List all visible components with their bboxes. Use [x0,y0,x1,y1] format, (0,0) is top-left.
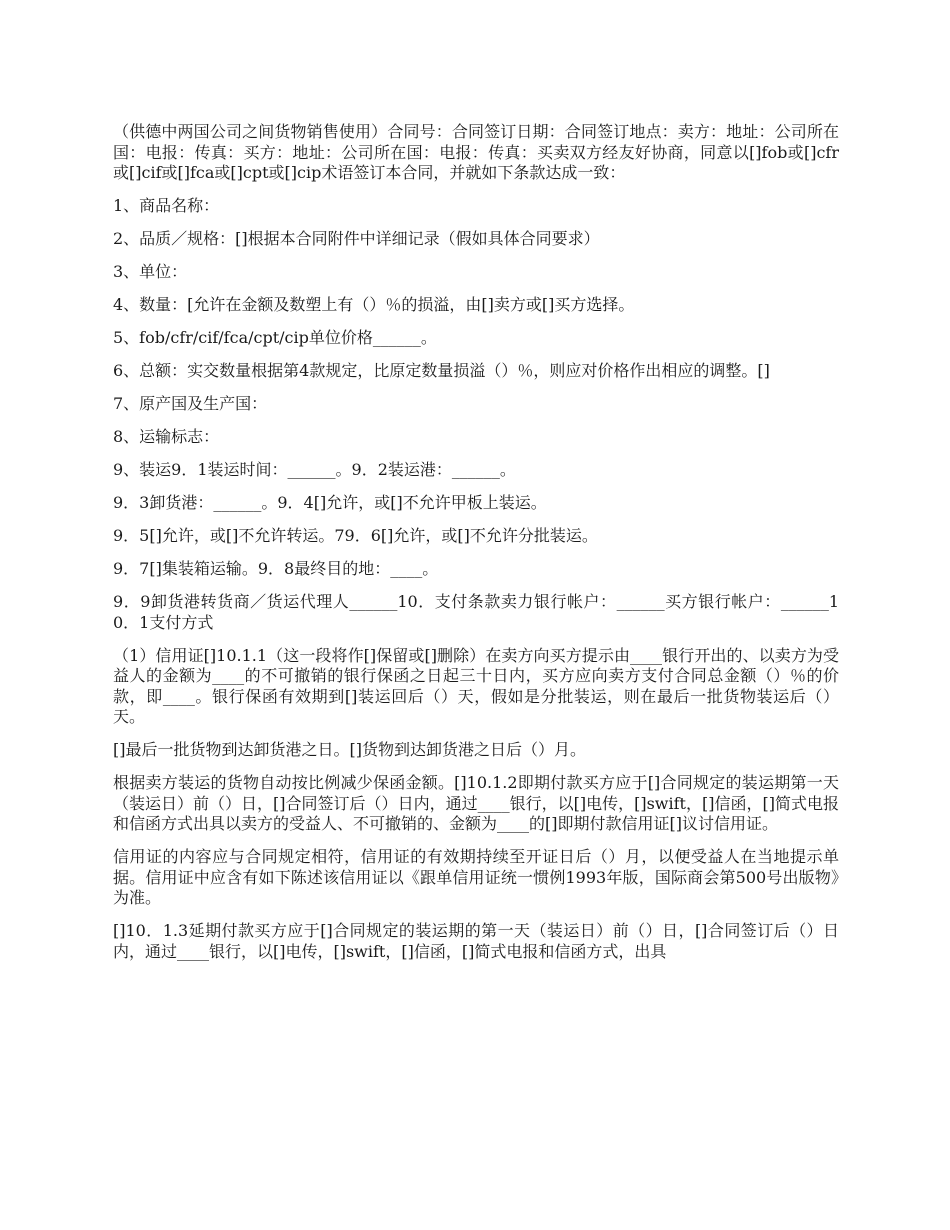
clause-1-commodity-name: 1、商品名称： [113,196,220,215]
clause-10-letter-of-credit: （1）信用证[]10.1.1（这一段将作[]保留或[]删除）在卖方向买方提示由____银行开出的、以卖方为受益人的金额为____的不可撤销的银行保函之日起三十日内，买方应向卖方支付合同总金额（）％的价款，即____。银行保函有效期到[]装运回后（）天，假如是分批装运，则在最后一批货物装运后（）天。 [113,645,839,726]
clause-9-shipment-time-port: 9、装运9．1装运时间：______。9．2装运港：______。 [113,460,516,479]
contract-document [113,122,839,975]
clause-2-quality-spec: 2、品质／规格：[]根据本合同附件中详细记录（假如具体合同要求） [113,229,600,248]
clause-7-country-of-origin: 7、原产国及生产国： [113,394,268,413]
clause-10-1-3-deferred-payment: []10．1.3延期付款买方应于[]合同规定的装运期的第一天（装运日）前（）日，[]合同签订后（）日内，通过____银行，以[]电传，[]swift，[]信函，[]简式电报和信函方式，出具 [113,921,839,961]
clause-3-unit: 3、单位： [113,262,188,281]
clause-lc-content: 信用证的内容应与合同规定相符，信用证的有效期持续至开证日后（）月，以便受益人在当地提示单据。信用证中应含有如下陈述该信用证以《跟单信用证统一惯例1993年版，国际商会第500号出版物》为准。 [113,847,839,907]
clause-10-1-2-sight-payment: 根据卖方装运的货物自动按比例减少保函金额。[]10.1.2即期付款买方应于[]合同规定的装运期第一天（装运日）前（）日，[]合同签订后（）日内，通过____银行，以[]电传，[]swift，[]信函，[]简式电报和信函方式出具以卖方的受益人、不可撤销的、金额为____的[]即期付款信用证[]议讨信用证。 [113,773,839,833]
clause-5-unit-price: 5、fob/cfr/cif/fca/cpt/cip单位价格______。 [113,328,437,347]
clause-9-9-payment-terms: 9．9卸货港转货商／货运代理人______10．支付条款卖力银行帐户：______买方银行帐户：______10．1支付方式 [113,592,839,632]
clause-4-quantity: 4、数量：[允许在金额及数塑上有（）％的损溢，由[]卖方或[]买方选择。 [113,295,635,314]
clause-9-5-transshipment: 9．5[]允许，或[]不允许转运。79．6[]允许，或[]不允许分批装运。 [113,526,598,545]
clause-9-3-discharge-port: 9．3卸货港：______。9．4[]允许，或[]不允许甲板上装运。 [113,493,547,512]
contract-intro-paragraph: （供德中两国公司之间货物销售使用）合同号：合同签订日期：合同签订地点：卖方：地址：公司所在国：电报：传真：买方：地址：公司所在国：电报：传真：买卖双方经友好协商，同意以[]fob或[]cfr或[]cif或[]fca或[]cpt或[]cip术语签订本合同，并就如下条款达成一致： [113,122,839,182]
clause-8-shipping-marks: 8、运输标志： [113,427,220,446]
clause-6-total-amount: 6、总额：实交数量根据第4款规定，比原定数量损溢（）％，则应对价格作出相应的调整。[] [113,361,770,380]
clause-last-shipment-arrival: []最后一批货物到达卸货港之日。[]货物到达卸货港之日后（）月。 [113,740,586,759]
clause-9-7-container: 9．7[]集装箱运输。9．8最终目的地：____。 [113,559,439,578]
